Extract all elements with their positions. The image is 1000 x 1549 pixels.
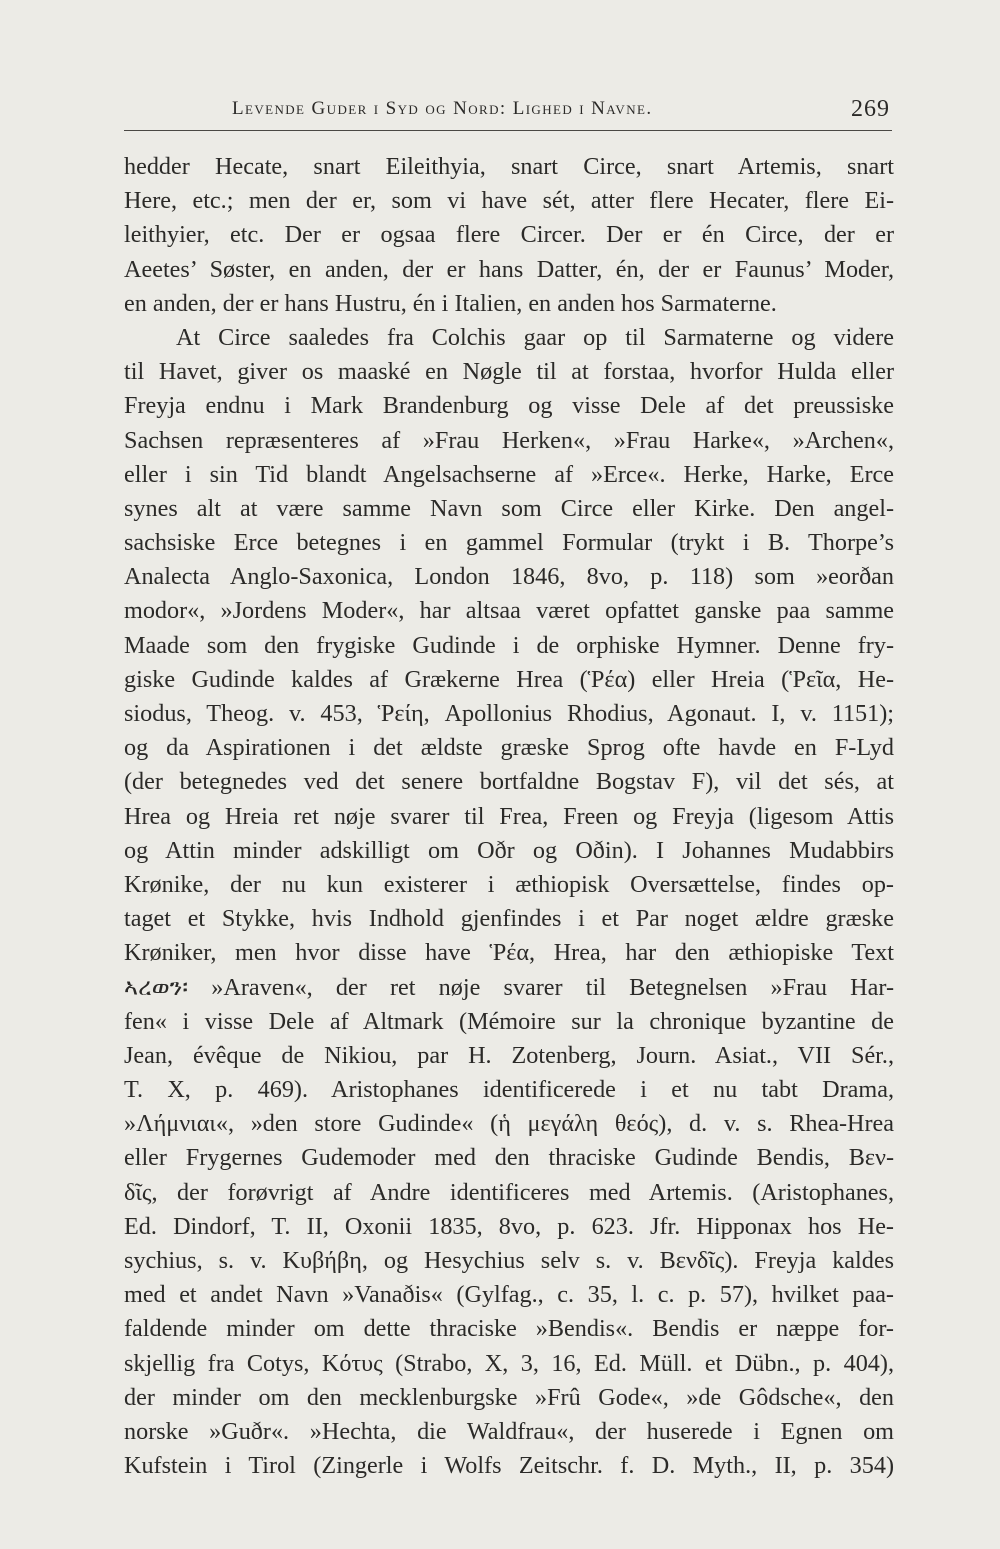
text-line: (der betegnedes ved det senere bortfaldne Bogstav F), vil det sés, at (124, 768, 894, 796)
text-line: norske »Guðr«. »Hechta, die Waldfrau«, der huserede i Egnen om (124, 1417, 894, 1445)
header-rule (124, 130, 892, 131)
text-line: hedder Hecate, snart Eileithyia, snart Circe, snart Artemis, snart (124, 153, 894, 180)
text-line: og da Aspirationen i det ældste græske Sprog ofte havde en F-Lyd (124, 734, 894, 762)
text-line: δῖς, der forøvrigt af Andre identificeres med Artemis. (Aristophanes, (124, 1178, 894, 1206)
text-line: der minder om den mecklenburgske »Frû Gode«, »de Gôdsche«, den (124, 1383, 894, 1411)
running-head (232, 96, 890, 132)
text-line: faldende minder om dette thraciske »Bendis«. Bendis er næppe for- (124, 1315, 894, 1343)
text-line: »Λήμνιαι«, »den store Gudinde« (ἡ μεγάλη θεός), d. v. s. Rhea-Hrea (124, 1110, 894, 1138)
text-line: Hrea og Hreia ret nøje svarer til Frea, Freen og Freyja (ligesom Attis (124, 802, 894, 830)
text-line: Krøniker, men hvor disse have Ῥέα, Hrea, har den æthiopiske Text (124, 939, 894, 967)
text-line: Analecta Anglo-Saxonica, London 1846, 8vo, p. 118) som »eorðan (124, 563, 894, 591)
running-title: Levende Guder i Syd og Nord: Lighed i Navne. (232, 98, 653, 119)
text-line: Kufstein i Tirol (Zingerle i Wolfs Zeitschr. f. D. Myth., II, p. 354) (124, 1452, 894, 1480)
text-line: Freyja endnu i Mark Brandenburg og visse Dele af det preussiske (124, 392, 894, 420)
text-line: Krønike, der nu kun existerer i æthiopisk Oversættelse, findes op- (124, 870, 894, 898)
text-line: Maade som den frygiske Gudinde i de orphiske Hymner. Denne fry- (124, 631, 894, 659)
text-line: leithyier, etc. Der er ogsaa flere Circer. Der er én Circe, der er (124, 221, 894, 249)
text-line: Ed. Dindorf, T. II, Oxonii 1835, 8vo, p. 623. Jfr. Hipponax hos He- (124, 1212, 894, 1240)
text-line: en anden, der er hans Hustru, én i Italien, en anden hos Sarmaterne. (124, 289, 777, 317)
text-line: med et andet Navn »Vanaðis« (Gylfag., c. 35, l. c. p. 57), hvilket paa- (124, 1281, 894, 1309)
text-line: sachsiske Erce betegnes i en gammel Formular (trykt i B. Thorpe’s (124, 529, 894, 557)
text-line: T. X, p. 469). Aristophanes identificerede i et nu tabt Drama, (124, 1076, 894, 1104)
text-line: sychius, s. v. Κυβήβη, og Hesychius selv s. v. Βενδῖς). Freyja kaldes (124, 1247, 894, 1274)
text-line: eller i sin Tid blandt Angelsachserne af »Erce«. Herke, Harke, Erce (124, 460, 894, 488)
text-line: til Havet, giver os maaské en Nøgle til at forstaa, hvorfor Hulda eller (124, 358, 894, 386)
text-line: siodus, Theog. v. 453, Ῥείη, Apollonius Rhodius, Agonaut. I, v. 1151); (124, 700, 894, 727)
text-line: skjellig fra Cotys, Κότυς (Strabo, X, 3, 16, Ed. Müll. et Dübn., p. 404), (124, 1349, 894, 1377)
text-line: Jean, évêque de Nikiou, par H. Zotenberg, Journ. Asiat., VII Sér., (124, 1041, 894, 1069)
text-line: ኣረወን፡ »Araven«, der ret nøje svarer til Betegnelsen »Frau Har- (124, 973, 894, 1001)
text-line: Here, etc.; men der er, som vi have sét, atter flere Hecater, flere Ei- (124, 187, 894, 215)
text-line: og Attin minder adskilligt om Oðr og Oðin). I Johannes Mudabbirs (124, 836, 894, 864)
text-line: taget et Stykke, hvis Indhold gjenfindes i et Par noget ældre græske (124, 905, 894, 933)
body-text (124, 150, 894, 1483)
text-line: At Circe saaledes fra Colchis gaar op til Sarmaterne og videre (176, 323, 894, 351)
page-number: 269 (851, 96, 890, 122)
text-line: modor«, »Jordens Moder«, har altsaa været opfattet ganske paa samme (124, 597, 894, 625)
text-line: fen« i visse Dele af Altmark (Mémoire sur la chronique byzantine de (124, 1007, 894, 1035)
text-line: giske Gudinde kaldes af Grækerne Hrea (Ῥέα) eller Hreia (Ῥεῖα, He- (124, 665, 894, 693)
text-line: synes alt at være samme Navn som Circe eller Kirke. Den angel- (124, 494, 894, 522)
text-line: eller Frygernes Gudemoder med den thraciske Gudinde Bendis, Βεν- (124, 1144, 894, 1172)
text-line: Aeetes’ Søster, en anden, der er hans Datter, én, der er Faunus’ Moder, (124, 255, 894, 283)
text-line: Sachsen repræsenteres af »Frau Herken«, »Frau Harke«, »Archen«, (124, 426, 894, 454)
